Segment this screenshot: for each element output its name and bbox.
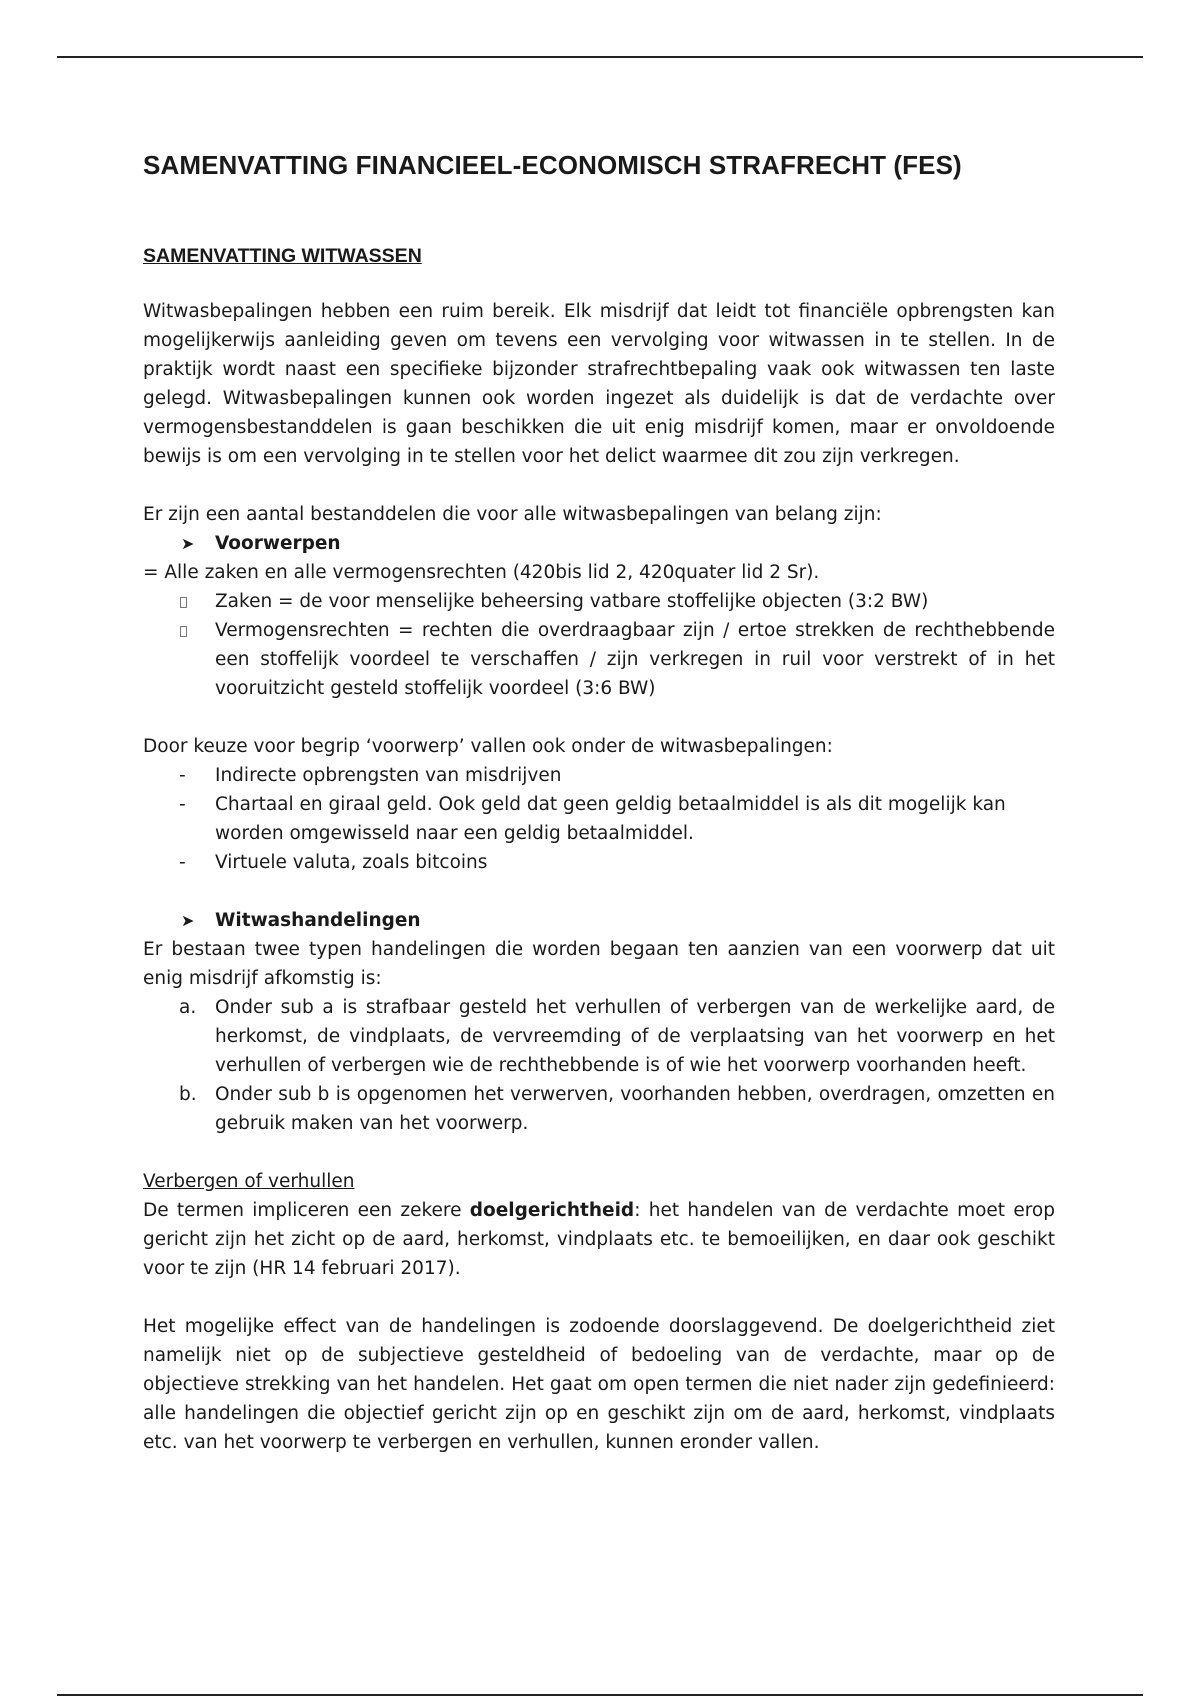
dash-bullet: - (179, 794, 186, 815)
voorwerp-scope-intro: Door keuze voor begrip ‘voorwerp’ vallen ook onder de witwasbepalingen: (143, 736, 833, 757)
dash-bullet: - (179, 765, 186, 786)
intro-paragraph: Witwasbepalingen hebben een ruim bereik. Elk misdrijf dat leidt tot financiële opbrengsten kan mogelijkerwijs aanleiding geven om tevens een vervolging voor witwassen in te stellen. In de praktijk wordt naast een specifieke bijzonder strafrechtbepaling vaak ook witwassen ten laste gelegd. Witwasbepalingen kunnen ook worden ingezet als duidelijk is dat de verdachte over vermogensbestanddelen is gaan beschikken die uit enig misdrijf komen, maar er onvoldoende bewijs is om een vervolging in te stellen voor het delict waarmee dit zou zijn verkregen. (143, 301, 1055, 467)
voorwerpen-heading-label: Voorwerpen (215, 533, 341, 554)
doelgerichtheid-term: doelgerichtheid (469, 1200, 635, 1221)
verbergen-heading: Verbergen of verhullen (143, 1171, 355, 1192)
list-item (143, 790, 1055, 848)
witwashandelingen-heading (143, 906, 1055, 935)
voorwerpen-definition: = Alle zaken en alle vermogensrechten (420bis lid 2, 420quater lid 2 Sr). (143, 562, 820, 583)
list-item (143, 993, 1055, 1080)
verbergen-text-before: De termen impliceren een zekere (143, 1200, 470, 1221)
list-item-text: Vermogensrechten = rechten die overdraagbaar zijn / ertoe strekken de rechthebbende een stoffelijk voordeel te verschaffen / zijn verkregen in ruil voor verstrekt of in het vooruitzicht gesteld stoffelijk voordeel (3:6 BW) (215, 620, 1055, 699)
list-marker: b. (179, 1084, 197, 1105)
voorwerpen-list (143, 587, 1055, 703)
section-title: SAMENVATTING WITWASSEN (143, 245, 422, 267)
list-item-text: Indirecte opbrengsten van misdrijven (215, 765, 562, 786)
verbergen-text-after: : het handelen van de verdachte moet erop gericht zijn het zicht op de aard, herkomst, vindplaats etc. te bemoeilijken, en daar ook geschikt voor te zijn (HR 14 februari 2017). (143, 1200, 1055, 1279)
arrowhead-bullet-icon: ➤ (181, 534, 195, 553)
list-item (143, 1080, 1055, 1138)
document-body (143, 148, 1055, 1457)
box-bullet-icon (179, 616, 215, 703)
witwashandelingen-intro: Er bestaan twee typen handelingen die worden begaan ten aanzien van een voorwerp dat uit enig misdrijf afkomstig is: (143, 939, 1055, 989)
effect-paragraph: Het mogelijke effect van de handelingen is zodoende doorslaggevend. De doelgerichtheid ziet namelijk niet op de subjectieve gesteldheid of bedoeling van de verdachte, maar op de objectieve strekking van het handelen. Het gaat om open termen die niet nader zijn gedefinieerd: alle handelingen die objectief gericht zijn op en geschikt zijn om de aard, herkomst, vindplaats etc. van het voorwerp te verbergen en verhullen, kunnen eronder vallen. (143, 1316, 1055, 1453)
voorwerp-scope-list (143, 761, 1055, 877)
footer-rule (57, 1694, 1143, 1696)
list-item (143, 848, 1055, 877)
dash-bullet: - (179, 852, 186, 873)
list-item-text: Virtuele valuta, zoals bitcoins (215, 852, 488, 873)
list-item (143, 761, 1055, 790)
list-item (143, 587, 1055, 616)
elements-intro: Er zijn een aantal bestanddelen die voor alle witwasbepalingen van belang zijn: (143, 504, 882, 525)
verbergen-paragraph (143, 1196, 1055, 1283)
voorwerpen-heading (143, 529, 1055, 558)
document-title: SAMENVATTING FINANCIEEL-ECONOMISCH STRAFRECHT (FES) (143, 150, 962, 180)
list-item-text: Zaken = de voor menselijke beheersing vatbare stoffelijke objecten (3:2 BW) (215, 591, 929, 612)
list-marker: a. (179, 997, 197, 1018)
header-rule (57, 56, 1143, 58)
arrowhead-bullet-icon: ➤ (181, 911, 195, 930)
list-item-text: Chartaal en giraal geld. Ook geld dat geen geldig betaalmiddel is als dit mogelijk kan worden omgewisseld naar een geldig betaalmiddel. (215, 794, 1006, 844)
witwashandelingen-heading-label: Witwashandelingen (215, 910, 421, 931)
list-item-text: Onder sub a is strafbaar gesteld het verhullen of verbergen van de werkelijke aard, de herkomst, de vindplaats, de vervreemding of de verplaatsing van het voorwerp en het verhullen of verbergen wie de rechthebbende is of wie het voorwerp voorhanden heeft. (215, 997, 1055, 1076)
witwashandelingen-list (143, 993, 1055, 1138)
list-item-text: Onder sub b is opgenomen het verwerven, voorhanden hebben, overdragen, omzetten en gebruik maken van het voorwerp. (215, 1084, 1055, 1134)
list-item (143, 616, 1055, 703)
box-bullet-icon (179, 587, 215, 616)
